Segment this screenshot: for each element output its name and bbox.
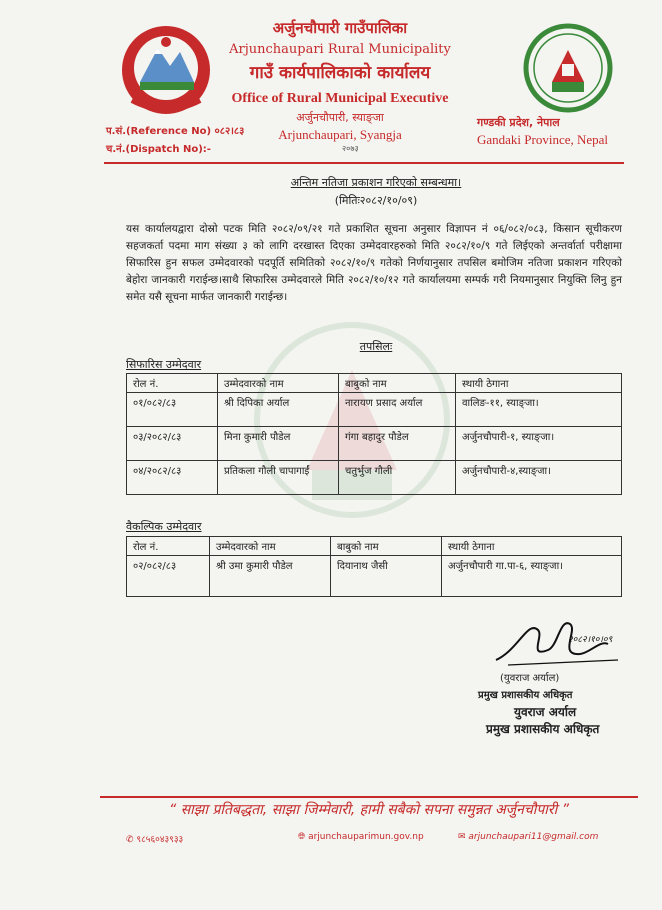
cell-candidate: श्री उमा कुमारी पौडेल bbox=[210, 556, 331, 597]
header-divider bbox=[104, 162, 624, 164]
col-candidate: उम्मेदवारको नाम bbox=[210, 537, 331, 556]
signatory-post: प्रमुख प्रशासकीय अधिकृत bbox=[478, 690, 573, 701]
col-address: स्थायी ठेगाना bbox=[456, 374, 622, 393]
phone-number: ९८५६०४३९३३ bbox=[136, 835, 184, 845]
globe-icon: 🌐︎ bbox=[298, 832, 306, 842]
table-header-row bbox=[127, 374, 622, 393]
handwritten-signature bbox=[488, 610, 638, 670]
cell-father: नारायण प्रसाद अर्याल bbox=[339, 393, 456, 427]
col-roll: रोल नं. bbox=[127, 537, 210, 556]
stamp-year: २०७३ bbox=[342, 144, 359, 153]
stamp-post: प्रमुख प्रशासकीय अधिकृत bbox=[486, 722, 600, 736]
phone-icon: ✆ bbox=[126, 835, 134, 845]
office-name-np: गाउँ कार्यपालिकाको कार्यालय bbox=[249, 63, 431, 83]
office-name-en: Office of Rural Municipal Executive bbox=[231, 91, 449, 106]
footer-email bbox=[458, 832, 598, 842]
cell-roll: ०४/२०८२/८३ bbox=[127, 461, 218, 495]
province-en: Gandaki Province, Nepal bbox=[477, 132, 609, 147]
alternate-heading: वैकल्पिक उम्मेदवार bbox=[126, 520, 202, 533]
cell-father: चतुर्भुज गौली bbox=[339, 461, 456, 495]
cell-father: दियानाथ जैसी bbox=[331, 556, 442, 597]
email-link[interactable]: arjunchaupari11@gmail.com bbox=[468, 832, 599, 842]
letter-date: (मितिः२०८२/१०/०९) bbox=[334, 194, 418, 207]
municipality-logo bbox=[522, 22, 614, 114]
cell-candidate: प्रतिकला गौली चापागाईं bbox=[218, 461, 339, 495]
col-candidate: उम्मेदवारको नाम bbox=[218, 374, 339, 393]
recommended-table bbox=[126, 373, 622, 495]
table-header-row bbox=[127, 537, 622, 556]
location-np: अर्जुनचौपारी, स्याङ्जा bbox=[296, 111, 384, 124]
col-father: बाबुको नाम bbox=[331, 537, 442, 556]
cell-roll: ०२/०८२/८३ bbox=[127, 556, 210, 597]
municipality-name-np: अर्जुनचौपारी गाउँपालिका bbox=[272, 19, 408, 37]
cell-address: अर्जुनचौपारी-४,स्याङ्जा। bbox=[456, 461, 622, 495]
table-row bbox=[127, 556, 622, 597]
cell-father: गंगा बहादुर पौडेल bbox=[339, 427, 456, 461]
footer-phone bbox=[126, 832, 183, 845]
signatory-name: (युवराज अर्याल) bbox=[500, 673, 560, 684]
letter-subject: अन्तिम नतिजा प्रकाशन गरिएको सम्बन्धमा। bbox=[290, 176, 462, 189]
website-link[interactable]: arjunchauparimun.gov.np bbox=[308, 832, 424, 842]
table-row bbox=[127, 393, 622, 427]
cell-roll: ०३/२०८२/८३ bbox=[127, 427, 218, 461]
table-row bbox=[127, 461, 622, 495]
col-address: स्थायी ठेगाना bbox=[442, 537, 622, 556]
reference-number: प.सं.(Reference No) ०८२।८३ bbox=[106, 126, 245, 137]
footer-slogan: “ साझा प्रतिबद्धता, साझा जिम्मेवारी, हामी सबैको सपना समुन्नत अर्जुनचौपारी ” bbox=[168, 802, 569, 818]
col-father: बाबुको नाम bbox=[339, 374, 456, 393]
tapasil-heading: तपसिलः bbox=[359, 340, 393, 353]
footer-divider bbox=[100, 796, 638, 798]
cell-address: अर्जुनचौपारी-१, स्याङ्जा। bbox=[456, 427, 622, 461]
province-np: गण्डकी प्रदेश, नेपाल bbox=[477, 116, 560, 129]
cell-candidate: मिना कुमारी पौडेल bbox=[218, 427, 339, 461]
cell-address: वालिङ-११, स्याङ्जा। bbox=[456, 393, 622, 427]
dispatch-number: च.नं.(Dispatch No):- bbox=[106, 144, 211, 155]
recommended-heading: सिफारिस उम्मेदवार bbox=[126, 358, 202, 371]
letter-body: यस कार्यालयद्वारा दोस्रो पटक मिति २०८२/०९/२१ गते प्रकाशित सूचना अनुसार विज्ञापन नं ०६/०८२/०८३, किसान सूचीकरण सहजकर्ता पदमा माग संख्या ३ को लागि दरखास्त दिएका उम्मेदवारहरुको मिति २०८२/१०/९ गते लिईएको अन्तर्वार्ता परीक्षामा सिफारिस हुन सफल उम्मेदवारको पदपूर्ति समितिको २०८२/१०/९ गतेको निर्णयानुसार तपसिल बमोजिम नतिजा प्रकाशन गरिएको बेहोरा जानकारी गराईन्छ।साथै सिफारिस उम्मेदवारले मिति २०८२/१०/१२ गते कार्यालयमा सम्पर्क गरी नियमानुसार नियुक्ति लिनु हुन समेत यसै सूचना मार्फत जानकारी गराईन्छ। bbox=[126, 223, 622, 303]
cell-roll: ०१/०८२/८३ bbox=[127, 393, 218, 427]
col-roll: रोल नं. bbox=[127, 374, 218, 393]
table-row bbox=[127, 427, 622, 461]
mail-icon: ✉ bbox=[458, 832, 466, 842]
alternate-table bbox=[126, 536, 622, 597]
municipality-name-en: Arjunchaupari Rural Municipality bbox=[229, 42, 451, 57]
cell-candidate: श्री दिपिका अर्याल bbox=[218, 393, 339, 427]
footer-website bbox=[298, 832, 424, 842]
cell-address: अर्जुनचौपारी गा.पा-६, स्याङ्जा। bbox=[442, 556, 622, 597]
signature-date: २०८२।१०।०९ bbox=[568, 635, 613, 645]
stamp-name: युवराज अर्याल bbox=[514, 705, 577, 719]
location-en: Arjunchaupari, Syangja bbox=[278, 127, 402, 142]
